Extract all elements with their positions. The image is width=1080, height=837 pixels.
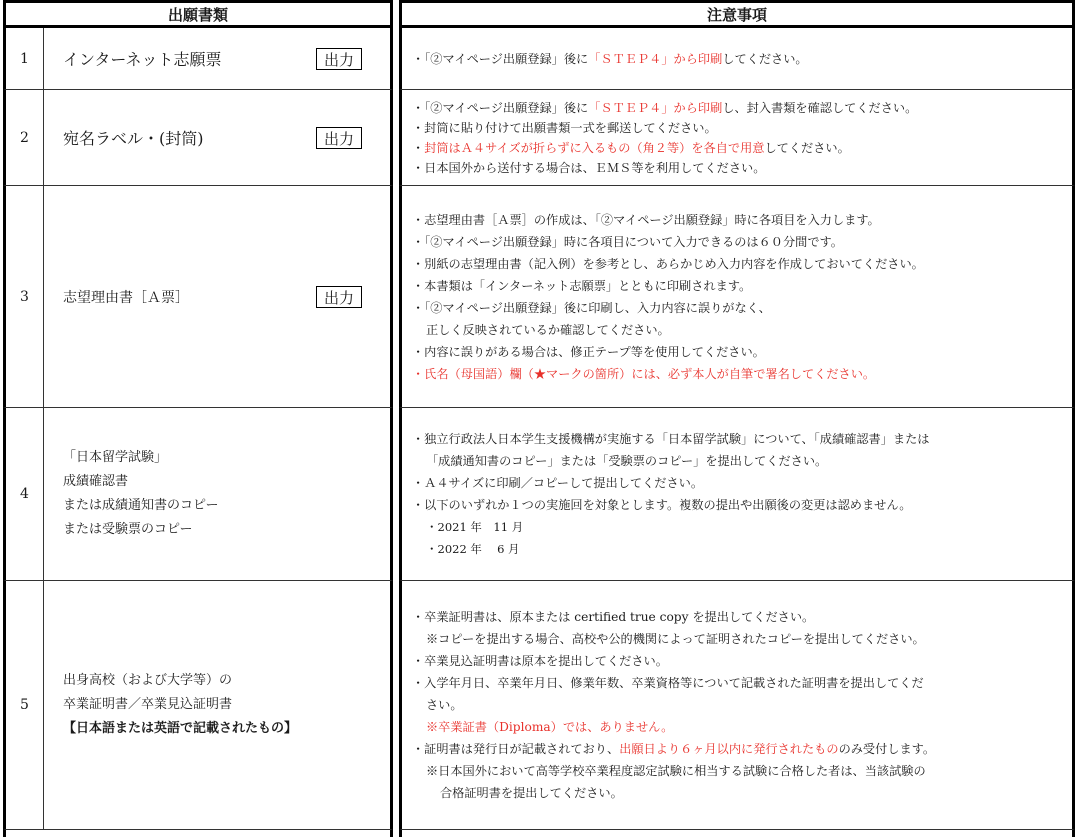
notes-row-1 xyxy=(399,28,1075,90)
notes-header: 注意事項 xyxy=(399,0,1075,28)
notes-list xyxy=(412,581,1068,829)
note-line: 正しく反映されているか確認してください。 xyxy=(426,322,670,337)
document-name-line: 「日本留学試験」 xyxy=(63,450,168,465)
note-line: ・志望理由書［Ａ票］の作成は、「②マイページ出願登録」時に各項目を入力します。 xyxy=(412,212,880,227)
note-line: 「成績通知書のコピー」または「受験票のコピー」を提出してください。 xyxy=(426,454,828,468)
note-line: ・卒業証明書は、原本または certified true copy を提出してください。 xyxy=(412,610,815,624)
document-cell xyxy=(43,581,390,829)
document-name: インターネット志願票 xyxy=(63,50,222,69)
note-line: ・卒業見込証明書は原本を提出してください。 xyxy=(412,654,668,668)
output-button[interactable]: 出力 xyxy=(316,48,362,70)
note-line: ・別紙の志望理由書（記入例）を参考とし、あらかじめ入力内容を作成しておいてください。 xyxy=(412,256,924,271)
document-cell xyxy=(43,90,390,185)
note-line: ・Ａ４サイズに印刷／コピーして提出してください。 xyxy=(412,476,704,490)
document-name xyxy=(63,446,218,542)
notes-list xyxy=(412,408,1068,580)
note-line: ・封筒はＡ４サイズが折らずに入るもの（角２等）を各自で用意してください。 xyxy=(412,140,850,155)
document-row-4 xyxy=(3,408,393,581)
document-name xyxy=(63,669,297,741)
document-row-2 xyxy=(3,90,393,186)
note-line: ・「②マイページ出願登録」後に「ＳＴＥＰ４」から印刷し、封入書類を確認してください。 xyxy=(412,100,918,115)
row-number: 1 xyxy=(6,28,44,89)
note-line-date: ・2022 年 6 月 xyxy=(426,542,520,556)
document-cell xyxy=(43,408,390,580)
notes-list xyxy=(412,90,1068,185)
document-name-line: または受験票のコピー xyxy=(63,522,193,537)
note-line: 合格証明書を提出してください。 xyxy=(440,786,623,800)
output-button[interactable]: 出力 xyxy=(316,127,362,149)
note-line: ※コピーを提出する場合、高校や公的機関によって証明されたコピーを提出してください。 xyxy=(426,632,925,646)
note-line: ・本書類は「インターネット志願票」とともに印刷されます。 xyxy=(412,278,752,293)
document-cell xyxy=(43,186,390,407)
document-name-line-bold: 【日本語または英語で記載されたもの】 xyxy=(63,721,298,736)
document-name-line: 成績確認書 xyxy=(63,474,129,489)
output-button[interactable]: 出力 xyxy=(316,286,362,308)
notes-row-3 xyxy=(399,186,1075,408)
note-line: ・証明書は発行日が記載されており、出願日より６ヶ月以内に発行されたもののみ受付します。 xyxy=(412,742,936,756)
note-line: ・日本国外から送付する場合は、ＥＭＳ等を利用してください。 xyxy=(412,160,766,175)
notes-row-2 xyxy=(399,90,1075,186)
row-number: 3 xyxy=(6,186,44,407)
note-line: ・独立行政法人日本学生支援機構が実施する「日本留学試験」について、「成績確認書」または xyxy=(412,432,930,446)
document-row-5 xyxy=(3,581,393,830)
note-line: ・入学年月日、卒業年月日、修業年数、卒業資格等について記載された証明書を提出してくだ xyxy=(412,676,924,690)
note-line: ・以下のいずれか１つの実施回を対象とします。複数の提出や出願後の変更は認めません。 xyxy=(412,498,912,512)
note-line: ・「②マイページ出願登録」時に各項目について入力できるのは６０分間です。 xyxy=(412,234,843,249)
documents-header: 出願書類 xyxy=(3,0,393,28)
document-name-line: 出身高校（および大学等）の xyxy=(63,673,233,688)
row-number: 5 xyxy=(6,581,44,829)
document-cell xyxy=(43,28,390,89)
note-line: ・「②マイページ出願登録」後に印刷し、入力内容に誤りがなく、 xyxy=(412,300,771,315)
notes-row-4 xyxy=(399,408,1075,581)
document-name: 宛名ラベル・(封筒) xyxy=(63,129,204,148)
document-name-line: または成績通知書のコピー xyxy=(63,498,219,513)
note-line-warning: ・氏名（母国語）欄（★マークの箇所）には、必ず本人が自筆で署名してください。 xyxy=(412,366,876,381)
notes-list xyxy=(412,28,1068,89)
note-line-warning: ※卒業証書（Diploma）では、ありません。 xyxy=(426,720,674,734)
note-line: ・内容に誤りがある場合は、修正テープ等を使用してください。 xyxy=(412,344,765,359)
document-name: 志望理由書［Ａ票］ xyxy=(63,289,189,306)
note-line-date: ・2021 年 11 月 xyxy=(426,520,524,534)
note-line: ・「②マイページ出願登録」後に「ＳＴＥＰ４」から印刷してください。 xyxy=(412,51,808,66)
note-line: ※日本国外において高等学校卒業程度認定試験に相当する試験に合格した者は、当該試験の xyxy=(426,764,926,778)
document-name-line: 卒業証明書／卒業見込証明書 xyxy=(63,697,233,712)
notes-list xyxy=(412,186,1068,407)
notes-column xyxy=(396,0,1080,837)
notes-row-5 xyxy=(399,581,1075,830)
row-number: 4 xyxy=(6,408,44,580)
document-row-3 xyxy=(3,186,393,408)
document-row-1 xyxy=(3,28,393,90)
row-number: 2 xyxy=(6,90,44,185)
note-line: ・封筒に貼り付けて出願書類一式を郵送してください。 xyxy=(412,120,717,135)
table-continuation xyxy=(399,830,1075,837)
table-continuation xyxy=(3,830,393,837)
documents-column xyxy=(0,0,396,837)
note-line: さい。 xyxy=(426,698,463,712)
